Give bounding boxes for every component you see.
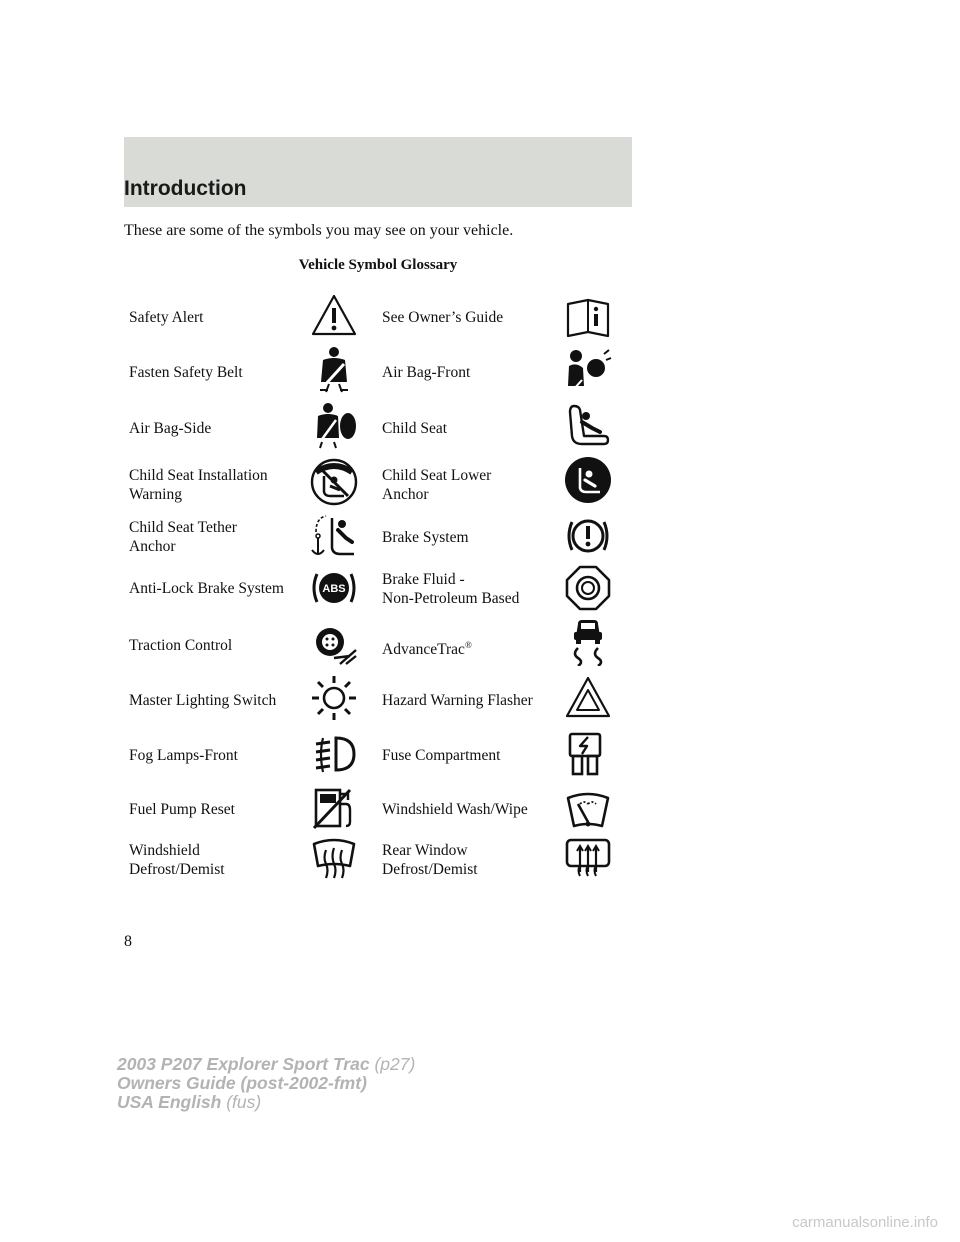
footer-model-code: (p27) [374,1054,416,1074]
abs-icon [310,564,358,612]
glossary-label: Brake System [382,529,469,546]
brake-fluid-icon [564,564,612,612]
rear-window-defrost-icon [564,834,612,882]
windshield-defrost-icon [310,834,358,882]
glossary-label: Air Bag-Side [129,420,212,437]
glossary-label: Child Seat Tether Anchor [129,519,237,555]
air-bag-side-icon [310,402,358,450]
glossary-label: Anti-Lock Brake System [129,580,284,597]
glossary-label: AdvanceTrac® [382,640,472,659]
glossary-label: Windshield Wash/Wipe [382,801,528,818]
glossary-label: Fog Lamps-Front [129,747,238,764]
brake-system-icon [564,512,612,560]
glossary-label: Windshield Defrost/Demist [129,842,225,878]
glossary-label: Rear Window Defrost/Demist [382,842,478,878]
child-seat-tether-anchor-icon [310,512,358,560]
owners-guide-icon [564,294,612,342]
master-lighting-switch-icon [310,674,358,722]
glossary-label: Brake Fluid - Non-Petroleum Based [382,571,520,607]
safety-belt-icon [310,346,358,394]
glossary-label: Master Lighting Switch [129,692,277,709]
glossary-label: Hazard Warning Flasher [382,692,533,709]
glossary-title: Vehicle Symbol Glossary [298,257,458,273]
abs-icon-text: ABS [322,583,346,595]
glossary-label: Child Seat [382,420,448,437]
air-bag-front-icon [564,346,612,394]
glossary-label: Traction Control [129,637,233,654]
glossary-label: Fuel Pump Reset [129,801,235,818]
glossary-label: Child Seat Installation Warning [129,467,268,503]
glossary-label: Child Seat Lower Anchor [382,467,492,503]
footer-guide-format: Owners Guide (post-2002-fmt) [117,1073,367,1093]
page-number: 8 [124,933,132,950]
watermark: carmanualsonline.info [792,1214,938,1231]
intro-text: These are some of the symbols you may see on your vehicle. [124,222,514,239]
child-seat-lower-anchor-icon [564,456,612,504]
section-title: Introduction [124,177,247,200]
hazard-warning-icon [564,674,612,722]
glossary-label: See Owner’s Guide [382,309,504,326]
footer-language-code: (fus) [226,1092,262,1112]
fog-lamps-front-icon [310,730,358,778]
fuse-compartment-icon [564,730,612,778]
safety-alert-icon [310,292,358,340]
glossary-label: Air Bag-Front [382,364,471,381]
document-footer [117,1055,415,1112]
child-seat-icon [564,402,612,450]
advancetrac-icon [564,618,612,666]
glossary-label: Safety Alert [129,309,204,326]
fuel-pump-reset-icon [310,784,358,832]
glossary-label: Fasten Safety Belt [129,364,243,381]
windshield-wash-wipe-icon [564,786,612,834]
traction-control-icon [310,620,358,668]
glossary-label: Fuse Compartment [382,747,501,764]
footer-model: 2003 P207 Explorer Sport Trac [117,1054,370,1074]
footer-language: USA English [117,1092,222,1112]
child-seat-installation-warning-icon [310,458,358,506]
